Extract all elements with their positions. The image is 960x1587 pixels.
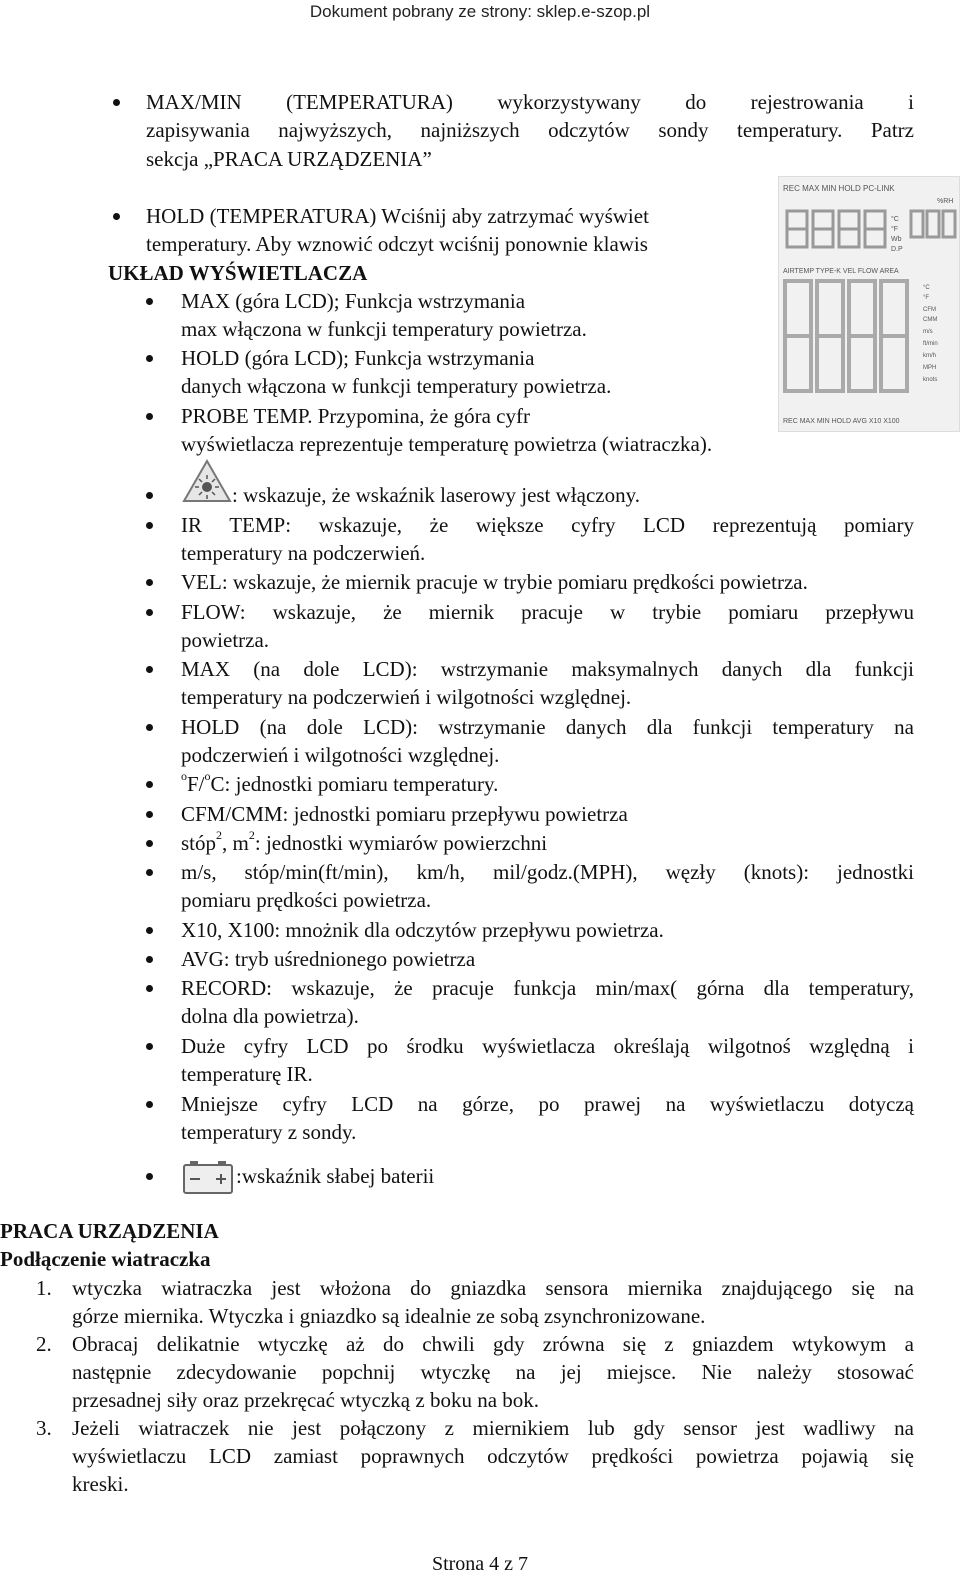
bullet [146,522,153,529]
lcd-unit-ftmin: ft/min [923,341,938,347]
fan-heading: Podłączenie wiatraczka [0,1247,211,1271]
area-sup-1: 2 [216,828,223,842]
step-3-line-1: Jeżeli wiatraczek nie jest połączony z miernikiem lub gdy sensor jest wadliwy na [72,1416,914,1440]
hold-line-2: temperatury. Aby wznowić odczyt wciśnij ponownie klawis [146,232,648,256]
step-number: 1. [36,1276,52,1300]
vel-line: VEL: wskazuje, że miernik pracuje w trybie pomiaru prędkości powietrza. [181,570,808,594]
area-sup-2: 2 [248,828,255,842]
step-3-line-3: kreski. [72,1472,129,1496]
degree-sup: o [204,769,211,783]
flow-line-1: FLOW: wskazuje, że miernik pracuje w trybie pomiaru przepływu [181,600,914,624]
bullet [146,985,153,992]
lcd-big-digits [785,281,907,391]
small-digits-line-2: temperatury z sondy. [181,1120,357,1144]
step-number: 2. [36,1332,52,1356]
units-f: F/ [187,772,205,796]
lcd-unit-f-top: °F [891,226,899,233]
bullet [113,213,120,220]
step-2-line-1: Obracaj delikatnie wtyczkę aż do chwili gdy zrówna się z gniazdem wtykowym a [72,1332,914,1356]
lcd-unit-c-top: °C [891,216,899,223]
small-digits-line-1: Mniejsze cyfry LCD na górze, po prawej na wyświetlaczu dotyczą [181,1092,914,1116]
lcd-units-mid [923,285,938,383]
irtemp-line-1: IR TEMP: wskazuje, że większe cyfry LCD reprezentują pomiary [181,513,914,537]
area-b: , m [222,831,249,855]
bullet [146,781,153,788]
lcd-rh-label: %RH [937,198,954,205]
page-footer: Strona 4 z 7 [431,1553,529,1575]
bullet [146,927,153,934]
bullet [146,413,153,420]
units-line [181,770,498,798]
area-a: stóp [181,831,217,855]
lcd-unit-f: °F [923,295,930,301]
bullet [146,869,153,876]
area-c: : jednostki wymiarów powierzchni [254,831,548,855]
bullet [146,298,153,305]
bullet [146,724,153,731]
hold-bottom-line-1: HOLD (na dole LCD): wstrzymanie danych dla funkcji temperatury na [181,715,914,739]
lcd-bottom-row-label: REC MAX MIN HOLD AVG X10 X100 [783,418,900,425]
lcd-diagram-svg [779,177,959,431]
step-number: 3. [36,1416,52,1440]
bullet [146,666,153,673]
lcd-unit-cfm: CFM [923,307,936,313]
units-rest: C: jednostki pomiaru temperatury. [210,772,499,796]
bullet [146,811,153,818]
low-battery-icon [182,1159,234,1195]
maxmin-line-2: zapisywania najwyższych, najniższych odczytów sondy temperatury. Patrz [146,118,914,142]
maxmin-line-3: sekcja „PRACA URZĄDZENIA” [146,147,432,171]
bullet [146,956,153,963]
record-line-1: RECORD: wskazuje, że pracuje funkcja min/max( górna dla temperatury, [181,976,914,1000]
lcd-display-diagram [778,176,960,432]
lcd-unit-wb: Wb [891,236,902,243]
lcd-unit-c: °C [923,285,930,291]
big-digits-line-1: Duże cyfry LCD po środku wyświetlacza określają wilgotnoś względną i [181,1034,914,1058]
speed-line-1: m/s, stóp/min(ft/min), km/h, mil/godz.(MPH), węzły (knots): jednostki [181,860,914,884]
cfm-line: CFM/CMM: jednostki pomiaru przepływu powietrza [181,802,628,826]
page-header: Dokument pobrany ze strony: sklep.e-szop.pl [309,2,651,21]
max-top-line-1: MAX (góra LCD); Funkcja wstrzymania [181,289,526,313]
bullet [146,840,153,847]
hold-bottom-line-2: podczerwień i wilgotności względnej. [181,743,500,767]
lcd-mid-row-label: AIRTEMP TYPE-K VEL FLOW AREA [783,268,899,275]
avg-line: AVG: tryb uśrednionego powietrza [181,947,476,971]
laser-warning-icon [182,459,232,503]
step-1-line-1: wtyczka wiatraczka jest włożona do gniazdka sensora miernika znajdującego się na [72,1276,914,1300]
bullet [146,609,153,616]
bullet [146,1043,153,1050]
lcd-top-row-label: REC MAX MIN HOLD PC-LINK [783,184,895,193]
hold-top-line-1: HOLD (góra LCD); Funkcja wstrzymania [181,346,535,370]
hold-line-1: HOLD (TEMPERATURA) Wciśnij aby zatrzymać wyświet [146,204,649,228]
bullet [146,492,153,499]
probe-line-2: wyświetlacza reprezentuje temperaturę powietrza (wiatraczka). [181,432,713,456]
max-bottom-line-2: temperatury na podczerwień i wilgotności względnej. [181,685,632,709]
flow-line-2: powietrza. [181,628,270,652]
max-top-line-2: max włączona w funkcji temperatury powietrza. [181,317,587,341]
bullet [113,99,120,106]
bullet [146,1101,153,1108]
area-line [181,829,547,857]
lcd-unit-ms: m/s [923,329,933,335]
irtemp-line-2: temperatury na podczerwień. [181,541,426,565]
battery-line: :wskaźnik słabej baterii [236,1164,435,1188]
degree-sup: o [181,769,187,783]
lcd-unit-mph: MPH [923,365,937,371]
probe-line-1: PROBE TEMP. Przypomina, że góra cyfr [181,404,530,428]
laser-line: : wskazuje, że wskaźnik laserowy jest włączony. [232,483,640,507]
step-2-line-3: przesadnej siły oraz przekręcać wtyczką z boku na bok. [72,1388,540,1412]
lcd-unit-dp: D.P [891,246,903,253]
layout-heading: UKŁAD WYŚWIETLACZA [108,261,368,285]
max-bottom-line-1: MAX (na dole LCD): wstrzymanie maksymalnych danych dla funkcji [181,657,914,681]
x10-line: X10, X100: mnożnik dla odczytów przepływu powietrza. [181,918,664,942]
record-line-2: dolna dla powietrza). [181,1004,359,1028]
step-3-line-2: wyświetlaczu LCD zamiast poprawnych odczytów prędkości powietrza pojawią się [72,1444,914,1468]
big-digits-line-2: temperaturę IR. [181,1062,313,1086]
hold-top-line-2: danych włączona w funkcji temperatury powietrza. [181,374,612,398]
bullet [146,579,153,586]
maxmin-line-1: MAX/MIN (TEMPERATURA) wykorzystywany do rejestrowania i [146,90,914,114]
step-2-line-2: następnie zdecydowanie popchnij wtyczkę na jej miejsce. Nie należy stosować [72,1360,914,1384]
lcd-unit-kmh: km/h [923,353,937,359]
lcd-unit-knots: knots [923,377,938,383]
step-1-line-2: górze miernika. Wtyczka i gniazdko są idealnie ze sobą zsynchronizowane. [72,1304,706,1328]
operation-heading: PRACA URZĄDZENIA [0,1219,219,1243]
speed-line-2: pomiaru prędkości powietrza. [181,888,432,912]
bullet [146,1173,153,1180]
bullet [146,355,153,362]
lcd-unit-cmm: CMM [923,317,938,323]
lcd-top-digits [787,211,955,247]
